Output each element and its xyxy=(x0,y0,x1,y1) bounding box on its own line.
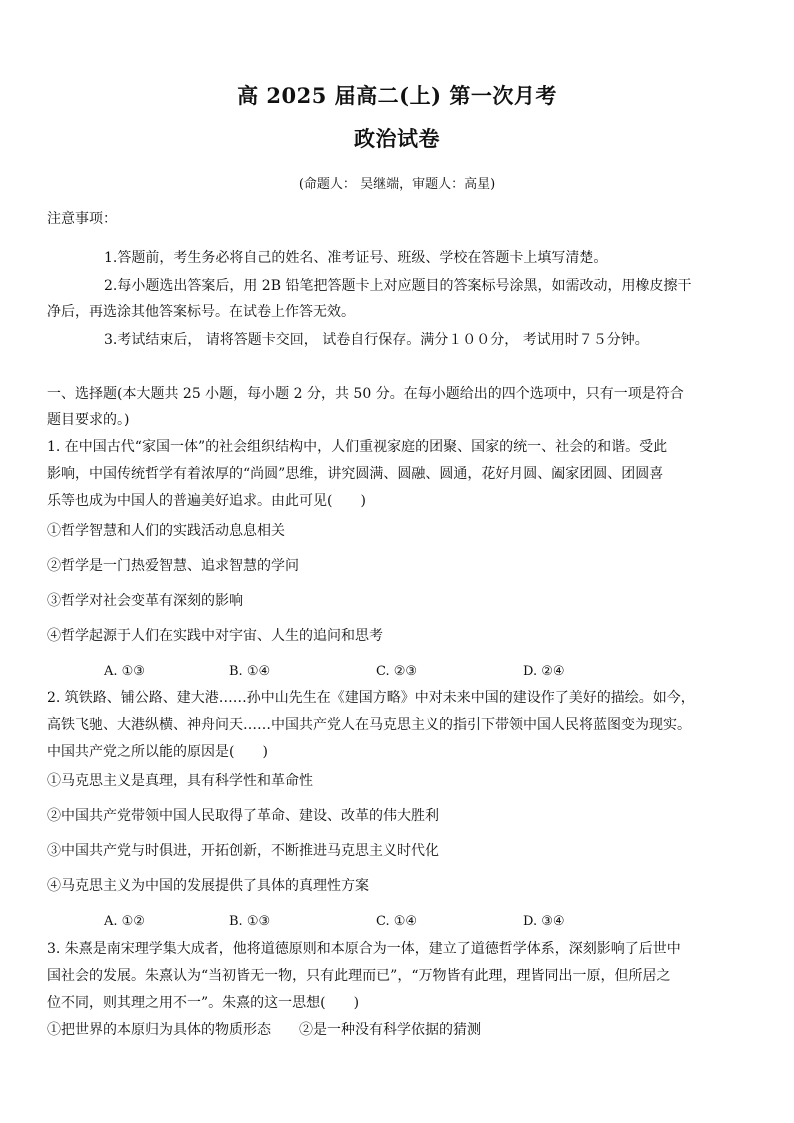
option-c: C. ①④ xyxy=(376,914,418,929)
option-b: B. ①③ xyxy=(229,914,271,929)
question-2-statement: ③中国共产党与时俱进，开拓创新，不断推进马克思主义时代化 xyxy=(47,843,439,859)
question-3-stem: 国社会的发展。朱熹认为“当初皆无一物，只有此理而已”，“万物皆有此理，理皆同出一原，但所居之 xyxy=(47,968,671,984)
notice-item-3: 3.考试结束后， 请将答题卡交回， 试卷自行保存。满分１００分， 考试用时７５分钟。 xyxy=(104,332,649,348)
exam-title: 高 2025 届高二(上) 第一次月考 xyxy=(237,83,557,108)
notice-heading: 注意事项： xyxy=(47,211,117,227)
question-1-stem: 乐等也成为中国人的普遍美好追求。由此可见( ) xyxy=(47,493,366,509)
question-2-stem: 2. 筑铁路、铺公路、建大港……孙中山先生在《建国方略》中对未来中国的建设作了美好的描绘。如今， xyxy=(47,690,695,706)
question-1-statement: ④哲学起源于人们在实践中对宇宙、人生的追问和思考 xyxy=(47,628,383,644)
option-a: A. ①② xyxy=(104,914,145,929)
question-2-stem: 中国共产党之所以能的原因是( ) xyxy=(47,744,268,760)
notice-item-1: 1.答题前，考生务必将自己的姓名、准考证号、班级、学校在答题卡上填写清楚。 xyxy=(104,250,608,266)
section-heading-cont: 题目要求的。) xyxy=(47,412,130,428)
question-3-stem: 位不同，则其理之用不一”。朱熹的这一思想( ) xyxy=(47,995,360,1011)
question-1-statement: ②哲学是一门热爱智慧、追求智慧的学问 xyxy=(47,558,299,574)
option-d: D. ②④ xyxy=(523,664,565,679)
question-2-stem: 高铁飞驰、大港纵横、神舟问天……中国共产党人在马克思主义的指引下带领中国人民将蓝图变为现实。 xyxy=(47,717,691,733)
question-3-stem: 3. 朱熹是南宋理学集大成者，他将道德原则和本原合为一体，建立了道德哲学体系，深刻影响了后世中 xyxy=(47,941,681,957)
exam-subject: 政治试卷 xyxy=(354,126,440,151)
question-2-statement: ①马克思主义是真理，具有科学性和革命性 xyxy=(47,773,313,789)
exam-authors: (命题人： 吴继端，审题人：高星) xyxy=(298,177,496,192)
option-b: B. ①④ xyxy=(229,664,271,679)
option-d: D. ③④ xyxy=(523,914,565,929)
notice-item-2-cont: 净后，再选涂其他答案标号。在试卷上作答无效。 xyxy=(47,304,355,320)
notice-item-2: 2.每小题选出答案后，用 2B 铅笔把答题卡上对应题目的答案标号涂黑，如需改动，用橡皮擦干 xyxy=(104,278,692,294)
question-2-statement: ②中国共产党带领中国人民取得了革命、建设、改革的伟大胜利 xyxy=(47,808,439,824)
section-heading: 一、选择题(本大题共 25 小题，每小题 2 分，共 50 分。在每小题给出的四个选项中，只有一项是符合 xyxy=(47,386,684,402)
question-1-stem: 影响，中国传统哲学有着浓厚的“尚圆”思维，讲究圆满、圆融、圆通，花好月圆、阖家团圆、团圆喜 xyxy=(47,466,664,482)
question-1-statement: ③哲学对社会变革有深刻的影响 xyxy=(47,593,243,609)
question-2-statement: ④马克思主义为中国的发展提供了具体的真理性方案 xyxy=(47,878,369,894)
question-1-statement: ①哲学智慧和人们的实践活动息息相关 xyxy=(47,523,285,539)
option-a: A. ①③ xyxy=(104,664,145,679)
question-1-stem: 1. 在中国古代“家国一体”的社会组织结构中，人们重视家庭的团聚、国家的统一、社会的和谐。受此 xyxy=(47,439,668,455)
option-c: C. ②③ xyxy=(376,664,418,679)
question-3-statement: ①把世界的本原归为具体的物质形态 ②是一种没有科学依据的猜测 xyxy=(47,1022,481,1038)
